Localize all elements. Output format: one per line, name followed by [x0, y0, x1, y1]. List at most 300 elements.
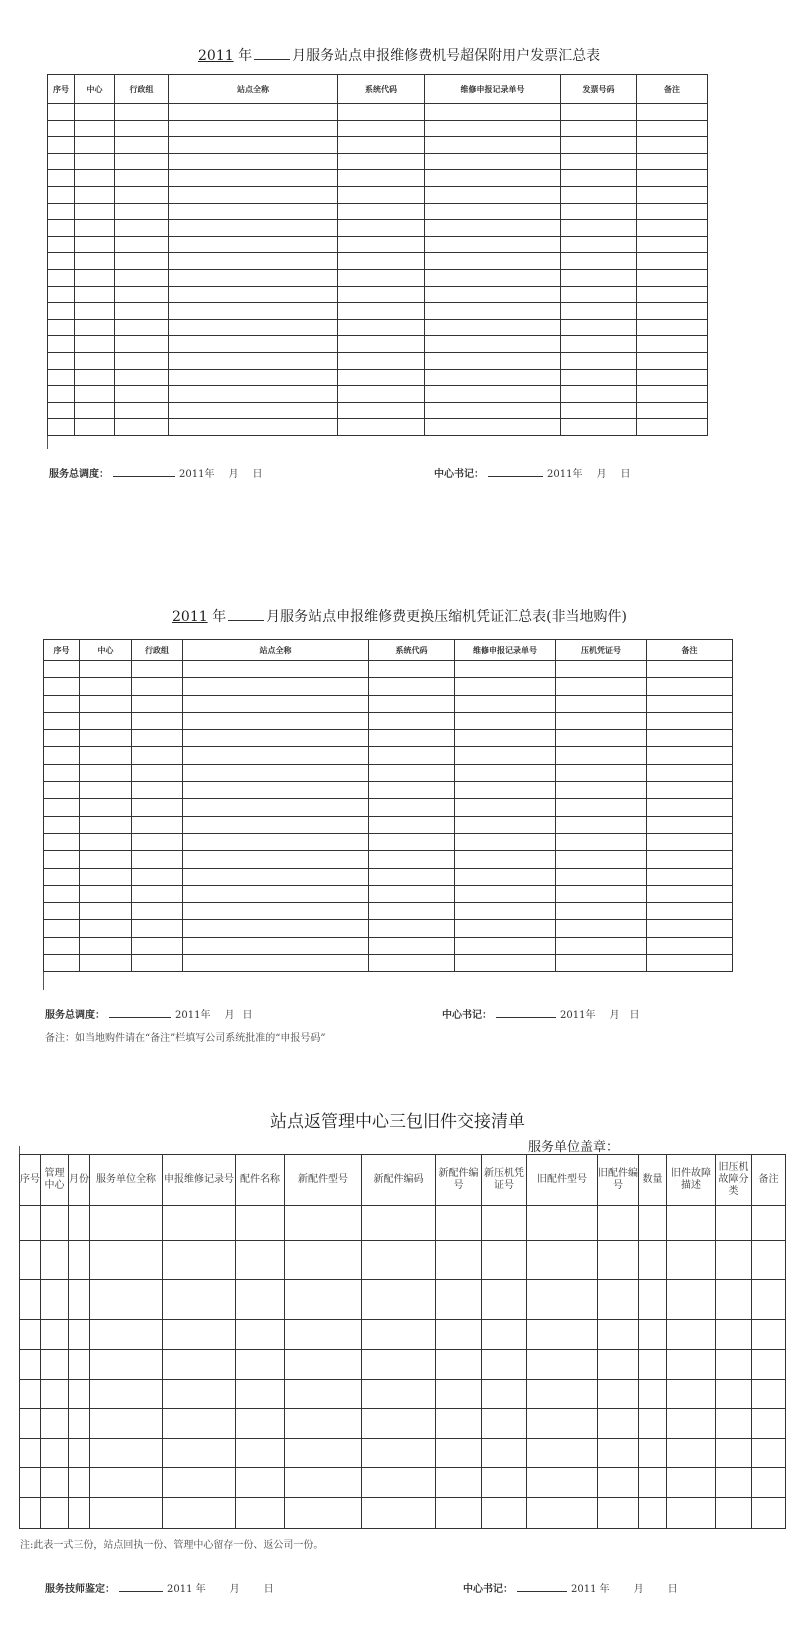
table-cell[interactable]	[637, 170, 708, 187]
table-cell[interactable]	[132, 920, 183, 937]
table-cell[interactable]	[132, 747, 183, 764]
table-cell[interactable]	[80, 695, 132, 712]
table-cell[interactable]	[362, 1320, 436, 1350]
table-cell[interactable]	[115, 303, 169, 320]
table-cell[interactable]	[561, 303, 637, 320]
table-cell[interactable]	[752, 1350, 786, 1380]
table-cell[interactable]	[482, 1380, 527, 1409]
table-cell[interactable]	[115, 286, 169, 303]
table-cell[interactable]	[637, 253, 708, 270]
table-cell[interactable]	[236, 1380, 285, 1409]
table-cell[interactable]	[163, 1380, 236, 1409]
table-cell[interactable]	[436, 1241, 482, 1280]
table-cell[interactable]	[639, 1241, 667, 1280]
table-cell[interactable]	[20, 1380, 41, 1409]
table-cell[interactable]	[647, 955, 733, 972]
table-cell[interactable]	[752, 1380, 786, 1409]
table-cell[interactable]	[482, 1409, 527, 1439]
table-cell[interactable]	[561, 286, 637, 303]
table-cell[interactable]	[561, 203, 637, 220]
table-cell[interactable]	[637, 137, 708, 154]
table-cell[interactable]	[115, 386, 169, 403]
table-cell[interactable]	[647, 816, 733, 833]
table-cell[interactable]	[647, 885, 733, 902]
form3-sign-right-field[interactable]	[517, 1583, 567, 1592]
table-cell[interactable]	[556, 903, 647, 920]
table-cell[interactable]	[455, 937, 556, 954]
table-cell[interactable]	[75, 352, 115, 369]
table-cell[interactable]	[75, 369, 115, 386]
table-cell[interactable]	[69, 1468, 90, 1498]
table-cell[interactable]	[236, 1350, 285, 1380]
table-cell[interactable]	[425, 253, 561, 270]
table-cell[interactable]	[132, 937, 183, 954]
table-cell[interactable]	[44, 678, 80, 695]
table-cell[interactable]	[48, 236, 75, 253]
table-cell[interactable]	[482, 1498, 527, 1529]
table-cell[interactable]	[425, 286, 561, 303]
table-cell[interactable]	[556, 747, 647, 764]
table-cell[interactable]	[90, 1350, 163, 1380]
table-cell[interactable]	[482, 1468, 527, 1498]
table-cell[interactable]	[132, 885, 183, 902]
table-cell[interactable]	[561, 153, 637, 170]
table-cell[interactable]	[75, 286, 115, 303]
table-cell[interactable]	[482, 1280, 527, 1320]
table-cell[interactable]	[527, 1468, 598, 1498]
table-cell[interactable]	[163, 1280, 236, 1320]
table-cell[interactable]	[338, 120, 425, 137]
table-cell[interactable]	[639, 1280, 667, 1320]
table-cell[interactable]	[598, 1206, 639, 1241]
table-cell[interactable]	[75, 303, 115, 320]
table-cell[interactable]	[169, 236, 338, 253]
table-cell[interactable]	[369, 920, 455, 937]
table-cell[interactable]	[90, 1241, 163, 1280]
table-cell[interactable]	[455, 955, 556, 972]
table-cell[interactable]	[41, 1206, 69, 1241]
table-cell[interactable]	[338, 352, 425, 369]
table-cell[interactable]	[41, 1380, 69, 1409]
table-cell[interactable]	[716, 1468, 752, 1498]
table-cell[interactable]	[41, 1320, 69, 1350]
table-cell[interactable]	[667, 1206, 716, 1241]
table-cell[interactable]	[90, 1468, 163, 1498]
table-cell[interactable]	[183, 695, 369, 712]
table-cell[interactable]	[667, 1439, 716, 1468]
table-cell[interactable]	[20, 1241, 41, 1280]
table-cell[interactable]	[561, 104, 637, 121]
table-cell[interactable]	[556, 920, 647, 937]
table-cell[interactable]	[556, 816, 647, 833]
table-cell[interactable]	[338, 419, 425, 436]
table-cell[interactable]	[527, 1206, 598, 1241]
table-cell[interactable]	[48, 104, 75, 121]
table-cell[interactable]	[598, 1498, 639, 1529]
table-cell[interactable]	[44, 885, 80, 902]
table-cell[interactable]	[75, 336, 115, 353]
table-cell[interactable]	[482, 1320, 527, 1350]
table-cell[interactable]	[90, 1280, 163, 1320]
table-cell[interactable]	[338, 336, 425, 353]
table-cell[interactable]	[561, 253, 637, 270]
table-cell[interactable]	[556, 885, 647, 902]
table-cell[interactable]	[44, 937, 80, 954]
table-cell[interactable]	[647, 851, 733, 868]
table-cell[interactable]	[369, 799, 455, 816]
table-cell[interactable]	[115, 253, 169, 270]
table-cell[interactable]	[163, 1206, 236, 1241]
table-cell[interactable]	[527, 1280, 598, 1320]
table-cell[interactable]	[69, 1498, 90, 1529]
table-cell[interactable]	[75, 137, 115, 154]
table-cell[interactable]	[41, 1498, 69, 1529]
table-cell[interactable]	[647, 712, 733, 729]
table-cell[interactable]	[637, 186, 708, 203]
table-cell[interactable]	[183, 903, 369, 920]
table-cell[interactable]	[637, 286, 708, 303]
table-cell[interactable]	[183, 764, 369, 781]
table-cell[interactable]	[69, 1280, 90, 1320]
table-cell[interactable]	[48, 386, 75, 403]
form1-sign-left-field[interactable]	[113, 468, 175, 477]
table-cell[interactable]	[436, 1409, 482, 1439]
table-cell[interactable]	[455, 799, 556, 816]
table-cell[interactable]	[80, 851, 132, 868]
table-cell[interactable]	[338, 369, 425, 386]
table-cell[interactable]	[561, 419, 637, 436]
table-cell[interactable]	[455, 868, 556, 885]
table-cell[interactable]	[338, 220, 425, 237]
table-cell[interactable]	[425, 402, 561, 419]
table-cell[interactable]	[752, 1206, 786, 1241]
table-cell[interactable]	[163, 1498, 236, 1529]
table-cell[interactable]	[637, 369, 708, 386]
table-cell[interactable]	[425, 220, 561, 237]
table-cell[interactable]	[561, 220, 637, 237]
table-cell[interactable]	[80, 816, 132, 833]
table-cell[interactable]	[369, 782, 455, 799]
table-cell[interactable]	[41, 1241, 69, 1280]
table-cell[interactable]	[183, 799, 369, 816]
table-cell[interactable]	[436, 1280, 482, 1320]
table-cell[interactable]	[637, 386, 708, 403]
table-cell[interactable]	[169, 319, 338, 336]
table-cell[interactable]	[163, 1241, 236, 1280]
form2-sign-right-field[interactable]	[496, 1009, 556, 1018]
table-cell[interactable]	[44, 747, 80, 764]
table-cell[interactable]	[369, 712, 455, 729]
table-cell[interactable]	[561, 120, 637, 137]
table-cell[interactable]	[48, 336, 75, 353]
table-cell[interactable]	[183, 885, 369, 902]
table-cell[interactable]	[20, 1320, 41, 1350]
table-cell[interactable]	[637, 153, 708, 170]
table-cell[interactable]	[115, 319, 169, 336]
table-cell[interactable]	[338, 269, 425, 286]
table-cell[interactable]	[20, 1280, 41, 1320]
table-cell[interactable]	[598, 1380, 639, 1409]
table-cell[interactable]	[647, 799, 733, 816]
table-cell[interactable]	[362, 1206, 436, 1241]
table-cell[interactable]	[647, 747, 733, 764]
table-cell[interactable]	[647, 661, 733, 678]
table-cell[interactable]	[41, 1439, 69, 1468]
table-cell[interactable]	[369, 695, 455, 712]
table-cell[interactable]	[44, 799, 80, 816]
table-cell[interactable]	[44, 661, 80, 678]
table-cell[interactable]	[338, 153, 425, 170]
table-cell[interactable]	[90, 1320, 163, 1350]
table-cell[interactable]	[169, 336, 338, 353]
table-cell[interactable]	[183, 920, 369, 937]
table-cell[interactable]	[637, 319, 708, 336]
table-cell[interactable]	[667, 1241, 716, 1280]
table-cell[interactable]	[556, 833, 647, 850]
table-cell[interactable]	[637, 104, 708, 121]
table-cell[interactable]	[183, 833, 369, 850]
table-cell[interactable]	[236, 1409, 285, 1439]
table-cell[interactable]	[639, 1320, 667, 1350]
table-cell[interactable]	[556, 730, 647, 747]
table-cell[interactable]	[20, 1206, 41, 1241]
table-cell[interactable]	[236, 1439, 285, 1468]
form1-sign-right-field[interactable]	[488, 468, 543, 477]
table-cell[interactable]	[598, 1241, 639, 1280]
table-cell[interactable]	[163, 1350, 236, 1380]
table-cell[interactable]	[41, 1409, 69, 1439]
table-cell[interactable]	[598, 1439, 639, 1468]
table-cell[interactable]	[436, 1468, 482, 1498]
table-cell[interactable]	[80, 920, 132, 937]
table-cell[interactable]	[482, 1206, 527, 1241]
table-cell[interactable]	[369, 955, 455, 972]
table-cell[interactable]	[183, 955, 369, 972]
table-cell[interactable]	[455, 661, 556, 678]
table-cell[interactable]	[115, 153, 169, 170]
table-cell[interactable]	[169, 269, 338, 286]
table-cell[interactable]	[425, 386, 561, 403]
table-cell[interactable]	[169, 253, 338, 270]
table-cell[interactable]	[90, 1498, 163, 1529]
table-cell[interactable]	[44, 903, 80, 920]
table-cell[interactable]	[44, 920, 80, 937]
table-cell[interactable]	[44, 955, 80, 972]
table-cell[interactable]	[598, 1468, 639, 1498]
table-cell[interactable]	[455, 747, 556, 764]
table-cell[interactable]	[362, 1498, 436, 1529]
table-cell[interactable]	[183, 661, 369, 678]
table-cell[interactable]	[41, 1468, 69, 1498]
table-cell[interactable]	[115, 186, 169, 203]
table-cell[interactable]	[69, 1241, 90, 1280]
table-cell[interactable]	[425, 303, 561, 320]
table-cell[interactable]	[752, 1439, 786, 1468]
table-cell[interactable]	[561, 319, 637, 336]
table-cell[interactable]	[425, 319, 561, 336]
table-cell[interactable]	[338, 186, 425, 203]
table-cell[interactable]	[455, 816, 556, 833]
table-cell[interactable]	[667, 1350, 716, 1380]
table-cell[interactable]	[667, 1280, 716, 1320]
table-cell[interactable]	[115, 203, 169, 220]
table-cell[interactable]	[132, 782, 183, 799]
table-cell[interactable]	[425, 352, 561, 369]
table-cell[interactable]	[598, 1409, 639, 1439]
table-cell[interactable]	[556, 764, 647, 781]
table-cell[interactable]	[44, 730, 80, 747]
table-cell[interactable]	[527, 1380, 598, 1409]
table-cell[interactable]	[90, 1409, 163, 1439]
table-cell[interactable]	[132, 678, 183, 695]
table-cell[interactable]	[436, 1380, 482, 1409]
table-cell[interactable]	[482, 1439, 527, 1468]
table-cell[interactable]	[69, 1350, 90, 1380]
table-cell[interactable]	[556, 695, 647, 712]
table-cell[interactable]	[647, 695, 733, 712]
table-cell[interactable]	[455, 903, 556, 920]
table-cell[interactable]	[637, 402, 708, 419]
table-cell[interactable]	[716, 1350, 752, 1380]
table-cell[interactable]	[44, 851, 80, 868]
table-cell[interactable]	[527, 1439, 598, 1468]
table-cell[interactable]	[80, 730, 132, 747]
table-cell[interactable]	[44, 816, 80, 833]
table-cell[interactable]	[752, 1409, 786, 1439]
table-cell[interactable]	[362, 1468, 436, 1498]
table-cell[interactable]	[115, 402, 169, 419]
table-cell[interactable]	[639, 1468, 667, 1498]
table-cell[interactable]	[436, 1439, 482, 1468]
table-cell[interactable]	[561, 336, 637, 353]
table-cell[interactable]	[716, 1498, 752, 1529]
table-cell[interactable]	[80, 955, 132, 972]
form2-sign-left-field[interactable]	[109, 1009, 171, 1018]
table-cell[interactable]	[561, 236, 637, 253]
table-cell[interactable]	[75, 203, 115, 220]
table-cell[interactable]	[75, 319, 115, 336]
table-cell[interactable]	[285, 1241, 362, 1280]
table-cell[interactable]	[48, 352, 75, 369]
table-cell[interactable]	[20, 1350, 41, 1380]
table-cell[interactable]	[716, 1320, 752, 1350]
table-cell[interactable]	[425, 120, 561, 137]
table-cell[interactable]	[556, 799, 647, 816]
table-cell[interactable]	[115, 336, 169, 353]
table-cell[interactable]	[527, 1320, 598, 1350]
table-cell[interactable]	[362, 1409, 436, 1439]
table-cell[interactable]	[455, 920, 556, 937]
table-cell[interactable]	[285, 1320, 362, 1350]
table-cell[interactable]	[637, 120, 708, 137]
table-cell[interactable]	[169, 303, 338, 320]
table-cell[interactable]	[425, 369, 561, 386]
table-cell[interactable]	[169, 402, 338, 419]
table-cell[interactable]	[716, 1380, 752, 1409]
table-cell[interactable]	[425, 269, 561, 286]
table-cell[interactable]	[527, 1409, 598, 1439]
table-cell[interactable]	[132, 712, 183, 729]
table-cell[interactable]	[285, 1206, 362, 1241]
table-cell[interactable]	[482, 1350, 527, 1380]
table-cell[interactable]	[80, 903, 132, 920]
table-cell[interactable]	[527, 1350, 598, 1380]
table-cell[interactable]	[48, 220, 75, 237]
table-cell[interactable]	[338, 137, 425, 154]
table-cell[interactable]	[183, 851, 369, 868]
table-cell[interactable]	[169, 170, 338, 187]
table-cell[interactable]	[80, 885, 132, 902]
table-cell[interactable]	[637, 303, 708, 320]
table-cell[interactable]	[338, 253, 425, 270]
table-cell[interactable]	[561, 386, 637, 403]
table-cell[interactable]	[425, 336, 561, 353]
table-cell[interactable]	[639, 1206, 667, 1241]
table-cell[interactable]	[362, 1280, 436, 1320]
table-cell[interactable]	[338, 303, 425, 320]
table-cell[interactable]	[455, 782, 556, 799]
table-cell[interactable]	[44, 833, 80, 850]
table-cell[interactable]	[285, 1380, 362, 1409]
table-cell[interactable]	[369, 661, 455, 678]
table-cell[interactable]	[639, 1498, 667, 1529]
table-cell[interactable]	[362, 1380, 436, 1409]
table-cell[interactable]	[44, 712, 80, 729]
table-cell[interactable]	[716, 1439, 752, 1468]
form3-sign-left-field[interactable]	[119, 1583, 163, 1592]
table-cell[interactable]	[48, 286, 75, 303]
table-cell[interactable]	[132, 955, 183, 972]
table-cell[interactable]	[169, 186, 338, 203]
table-cell[interactable]	[20, 1439, 41, 1468]
table-cell[interactable]	[236, 1206, 285, 1241]
table-cell[interactable]	[44, 782, 80, 799]
table-cell[interactable]	[80, 747, 132, 764]
table-cell[interactable]	[48, 303, 75, 320]
table-cell[interactable]	[561, 402, 637, 419]
table-cell[interactable]	[75, 419, 115, 436]
table-cell[interactable]	[455, 695, 556, 712]
table-cell[interactable]	[637, 236, 708, 253]
table-cell[interactable]	[556, 678, 647, 695]
table-cell[interactable]	[338, 170, 425, 187]
table-cell[interactable]	[285, 1409, 362, 1439]
table-cell[interactable]	[369, 816, 455, 833]
table-cell[interactable]	[639, 1350, 667, 1380]
table-cell[interactable]	[425, 419, 561, 436]
table-cell[interactable]	[183, 868, 369, 885]
table-cell[interactable]	[183, 816, 369, 833]
table-cell[interactable]	[80, 937, 132, 954]
table-cell[interactable]	[455, 730, 556, 747]
table-cell[interactable]	[75, 186, 115, 203]
table-cell[interactable]	[667, 1409, 716, 1439]
table-cell[interactable]	[20, 1468, 41, 1498]
table-cell[interactable]	[44, 764, 80, 781]
table-cell[interactable]	[90, 1439, 163, 1468]
table-cell[interactable]	[667, 1320, 716, 1350]
table-cell[interactable]	[556, 782, 647, 799]
table-cell[interactable]	[48, 269, 75, 286]
table-cell[interactable]	[169, 153, 338, 170]
table-cell[interactable]	[639, 1439, 667, 1468]
table-cell[interactable]	[752, 1280, 786, 1320]
table-cell[interactable]	[132, 695, 183, 712]
table-cell[interactable]	[75, 236, 115, 253]
table-cell[interactable]	[561, 369, 637, 386]
table-cell[interactable]	[338, 236, 425, 253]
table-cell[interactable]	[338, 286, 425, 303]
